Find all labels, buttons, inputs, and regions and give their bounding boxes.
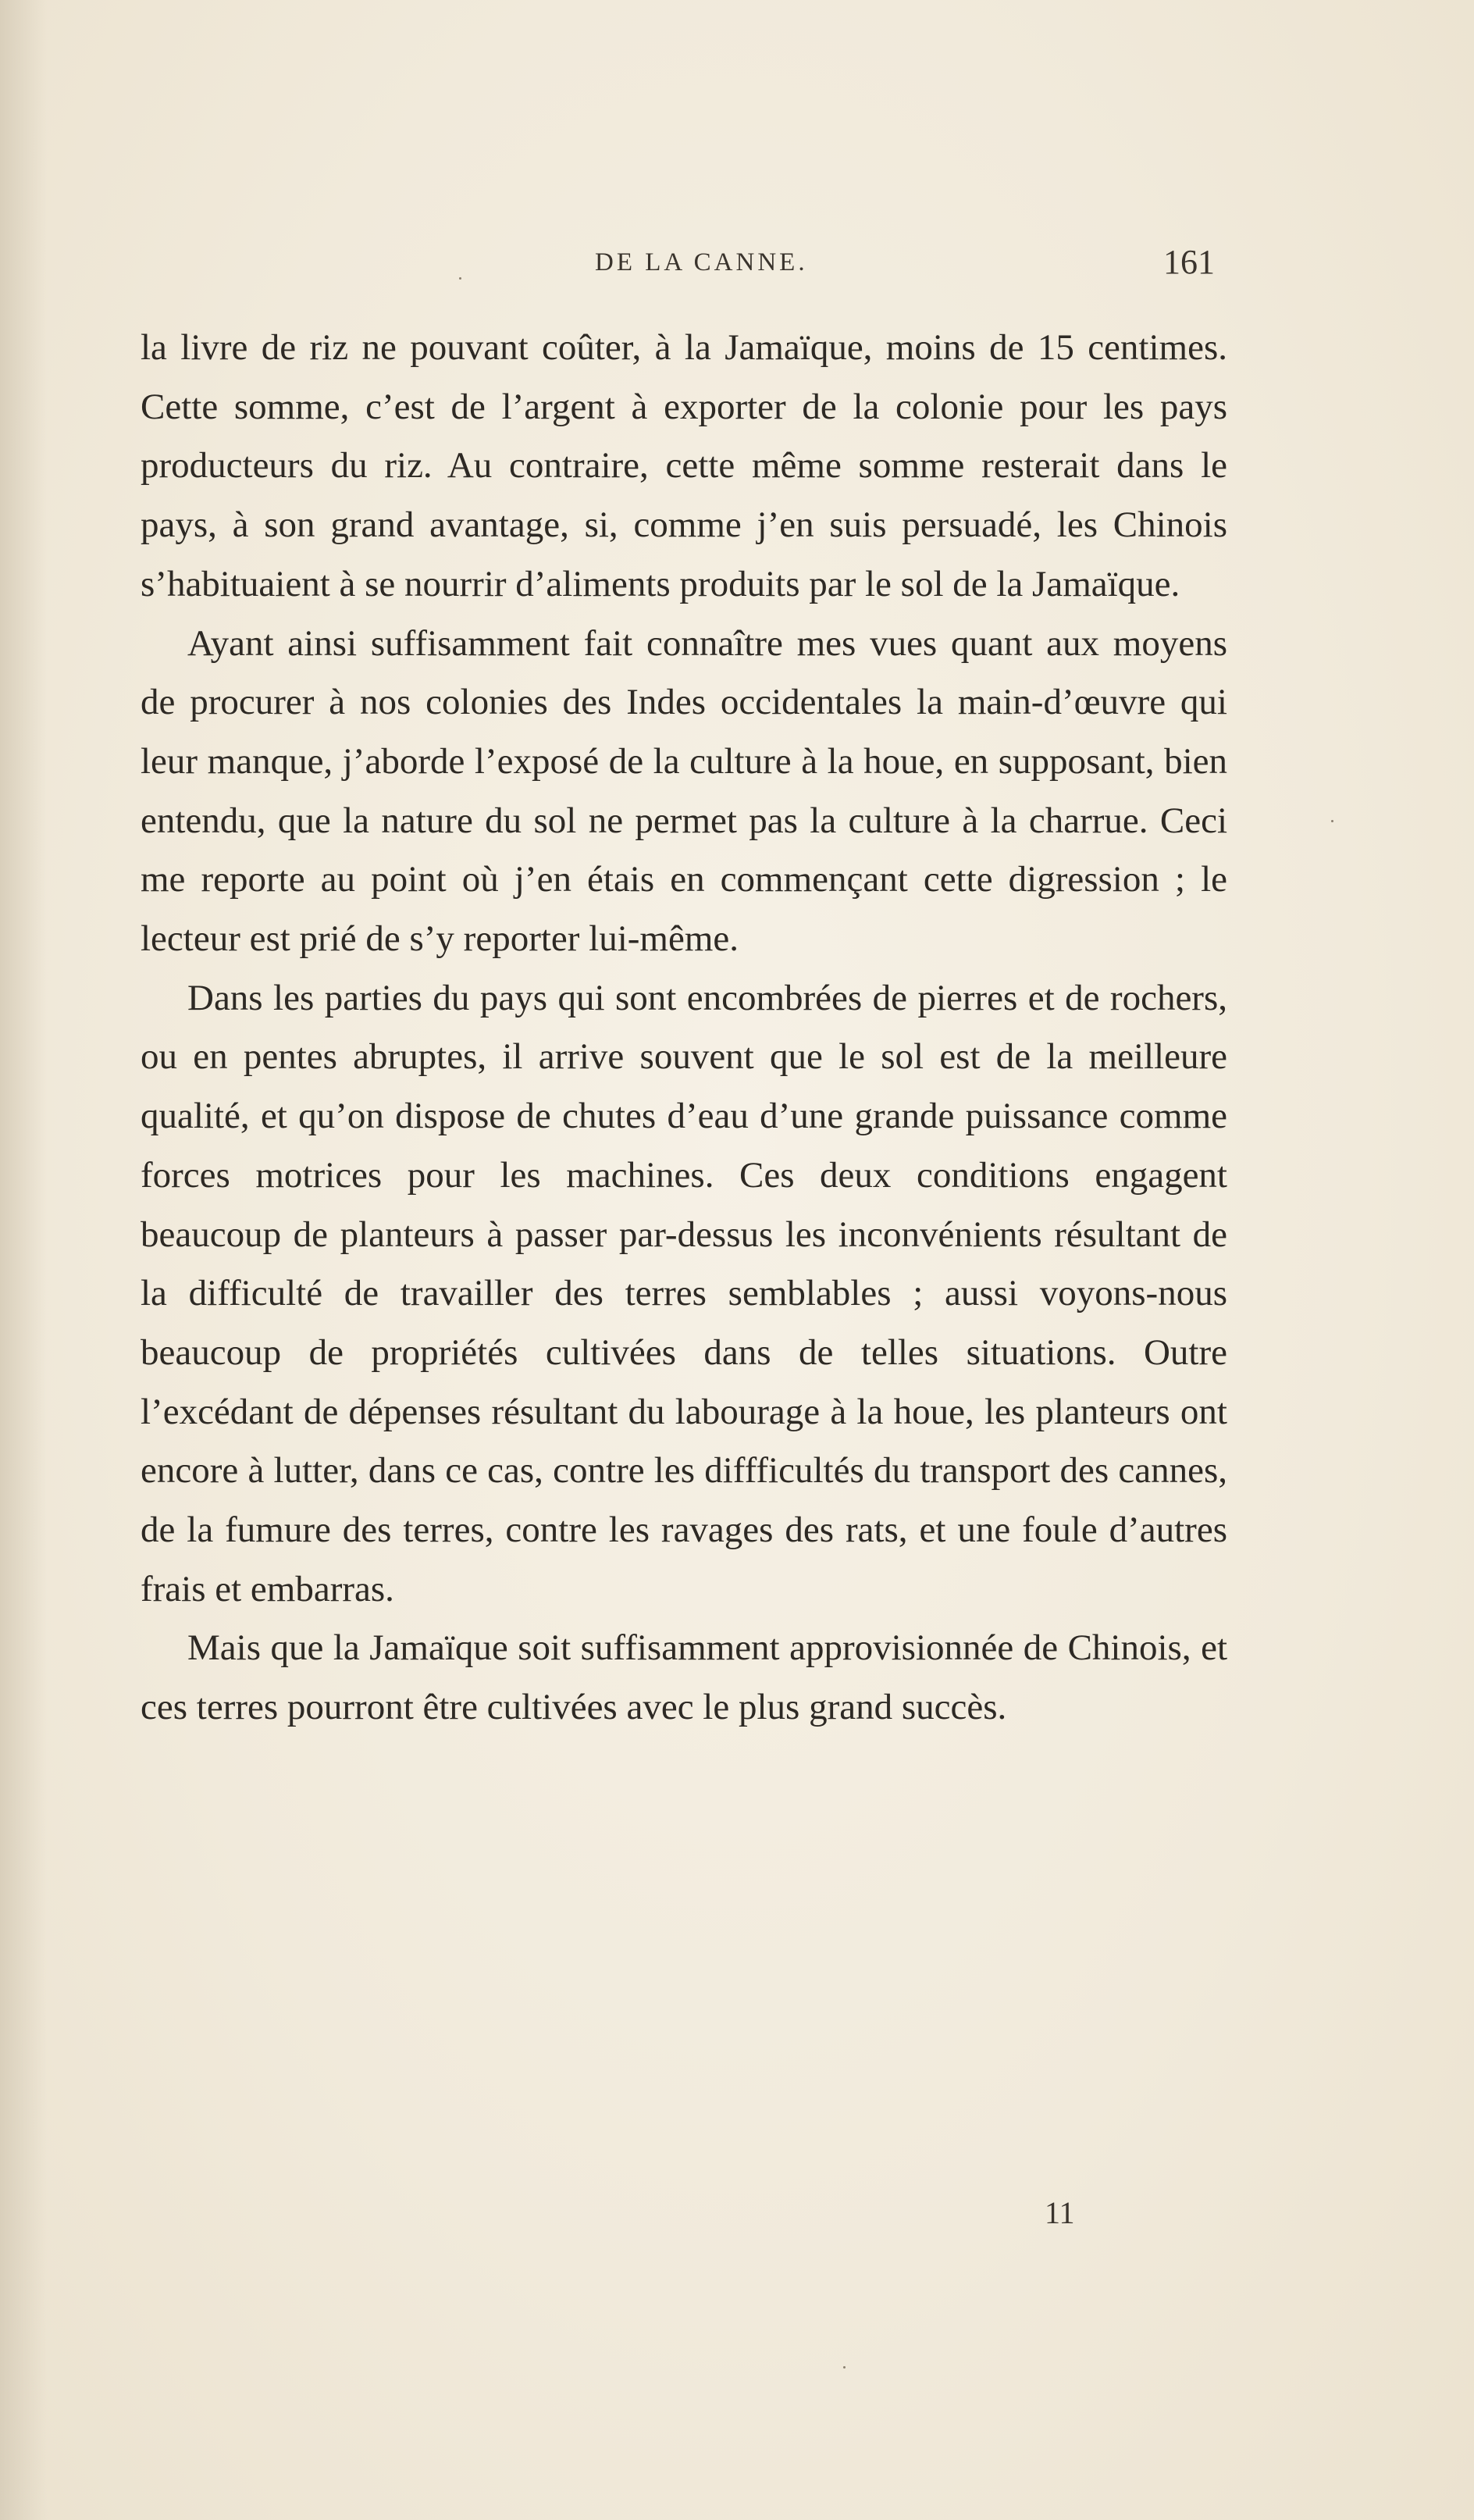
paragraph: la livre de riz ne pouvant coûter, à la Jamaïque, moins de 15 centimes. Cette somme, c’est de l’argent à exporter de la colonie pour les pays producteurs du riz. Au contraire, cette même somme resterait dans le pays, à son grand avantage, si, comme j’en suis persuadé, les Chinois s’habituaient à se nourrir d’aliments produits par le sol de la Jamaïque. xyxy=(141,327,1227,604)
printer-signature-mark: 11 xyxy=(1045,2195,1075,2230)
gutter-shadow xyxy=(0,0,47,2520)
running-head xyxy=(141,243,1234,295)
paragraph: Dans les parties du pays qui sont encombrées de pierres et de rochers, ou en pentes abruptes, il arrive souvent que le sol est de la meilleure qualité, et qu’on dispose de chutes d’eau d’une grande puissance comme forces motrices pour les machines. Ces deux conditions engagent beaucoup de planteurs à passer par-dessus les inconvénients résultant de la difficulté de travailler des terres semblables ; aussi voyons-nous beaucoup de propriétés cultivées dans de telles situations. Outre l’excédant de dépenses résultant du labourage à la houe, les planteurs ont encore à lutter, dans ce cas, contre les diffficultés du transport des cannes, de la fumure des terres, contre les ravages des rats, et une foule d’autres frais et embarras. xyxy=(141,977,1227,1609)
paper-speck xyxy=(843,2366,846,2369)
paragraph: Ayant ainsi suffisamment fait connaître mes vues quant aux moyens de procurer à nos colonies des Indes occidentales la main-d’œuvre qui leur manque, j’aborde l’exposé de la culture à la houe, en supposant, bien entendu, que la nature du sol ne permet pas la culture à la charrue. Ceci me reporte au point où j’en étais en commençant cette digression ; le lecteur est prié de s’y reporter lui-même. xyxy=(141,622,1227,960)
body-text xyxy=(141,319,1227,1738)
paper-speck xyxy=(459,277,461,280)
paragraph: Mais que la Jamaïque soit suffisamment approvisionnée de Chinois, et ces terres pourront être cultivées avec le plus grand succès. xyxy=(141,1627,1227,1728)
paper-speck xyxy=(1331,820,1333,822)
page-number: 161 xyxy=(1163,243,1215,281)
running-title: DE LA CANNE. xyxy=(595,248,808,276)
